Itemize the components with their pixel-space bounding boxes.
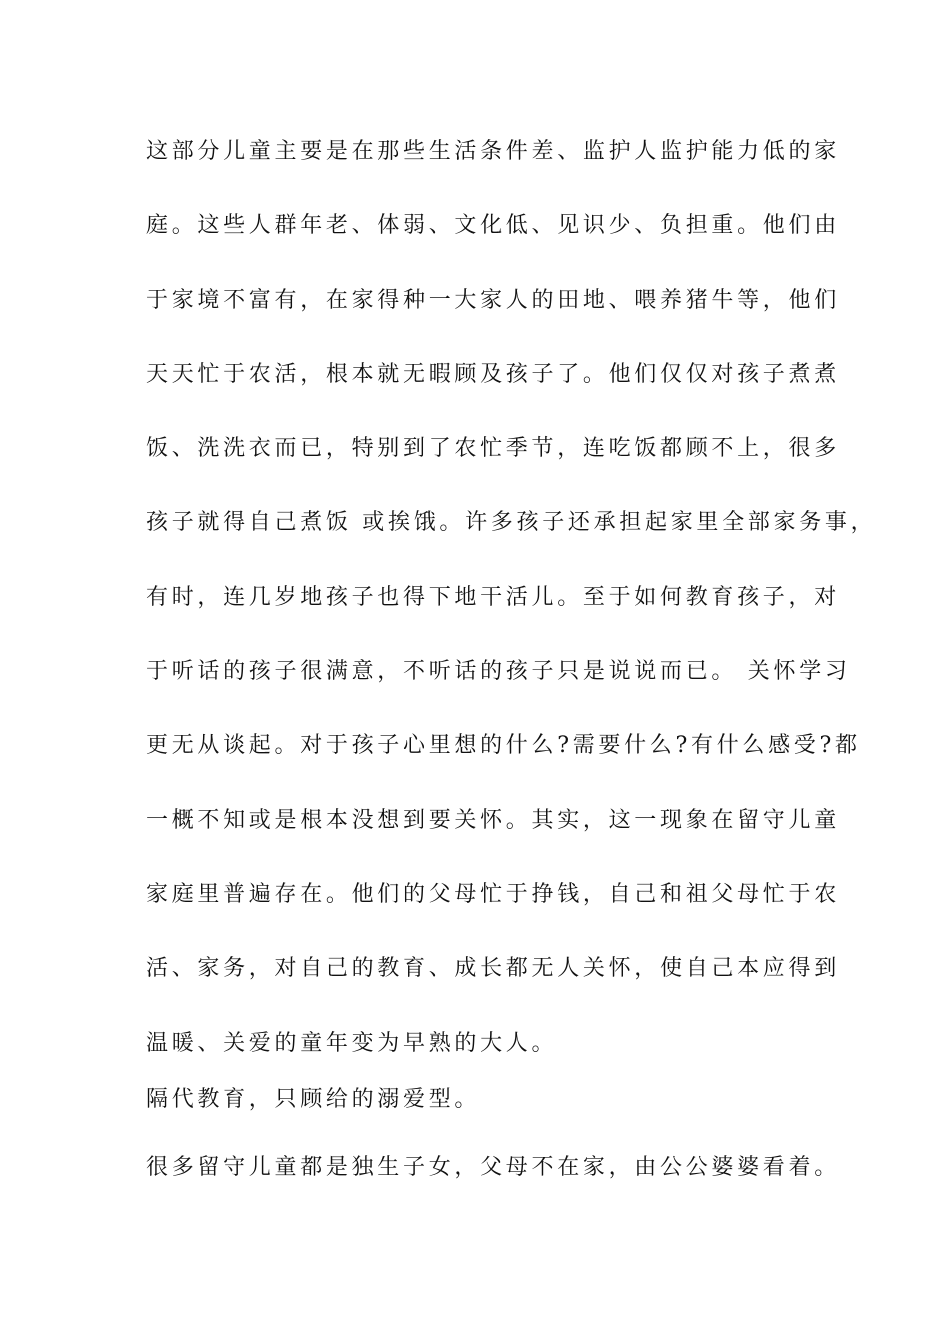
text-line: 于听话的孩子很满意，不听话的孩子只是说说而已。 关怀学习 — [146, 659, 851, 685]
document-body — [146, 128, 877, 1218]
paragraph-1 — [146, 128, 877, 1076]
paragraph-2 — [146, 1144, 840, 1218]
heading-text: 隔代教育，只顾给的溺爱型。 — [146, 1086, 481, 1112]
text-line: 很多留守儿童都是独生子女，父母不在家，由公公婆婆看着。 — [146, 1154, 840, 1180]
text-line: 庭。这些人群年老、体弱、文化低、见识少、负担重。他们由 — [146, 213, 840, 239]
text-line: 一概不知或是根本没想到要关怀。其实，这一现象在留守儿童 — [146, 807, 840, 833]
text-line: 于家境不富有，在家得种一大家人的田地、喂养猪牛等，他们 — [146, 287, 840, 313]
text-line: 天天忙于农活，根本就无暇顾及孩子了。他们仅仅对孩子煮煮 — [146, 361, 840, 387]
text-line: 有时，连几岁地孩子也得下地干活儿。至于如何教育孩子，对 — [146, 584, 840, 610]
text-line: 饭、洗洗衣而已，特别到了农忙季节，连吃饭都顾不上，很多 — [146, 436, 840, 462]
text-line: 这部分儿童主要是在那些生活条件差、监护人监护能力低的家 — [146, 139, 840, 164]
text-line: 更无从谈起。对于孩子心里想的什么?需要什么?有什么感受?都 — [146, 733, 861, 759]
text-line: 活、家务，对自己的教育、成长都无人关怀，使自己本应得到 — [146, 956, 840, 982]
section-heading — [146, 1076, 826, 1144]
text-line: 温暖、关爱的童年变为早熟的大人。 — [146, 1030, 558, 1056]
text-line: 家庭里普遍存在。他们的父母忙于挣钱，自己和祖父母忙于农 — [146, 881, 840, 907]
text-line: 孩子就得自己煮饭 或挨饿。许多孩子还承担起家里全部家务事， — [146, 510, 877, 536]
